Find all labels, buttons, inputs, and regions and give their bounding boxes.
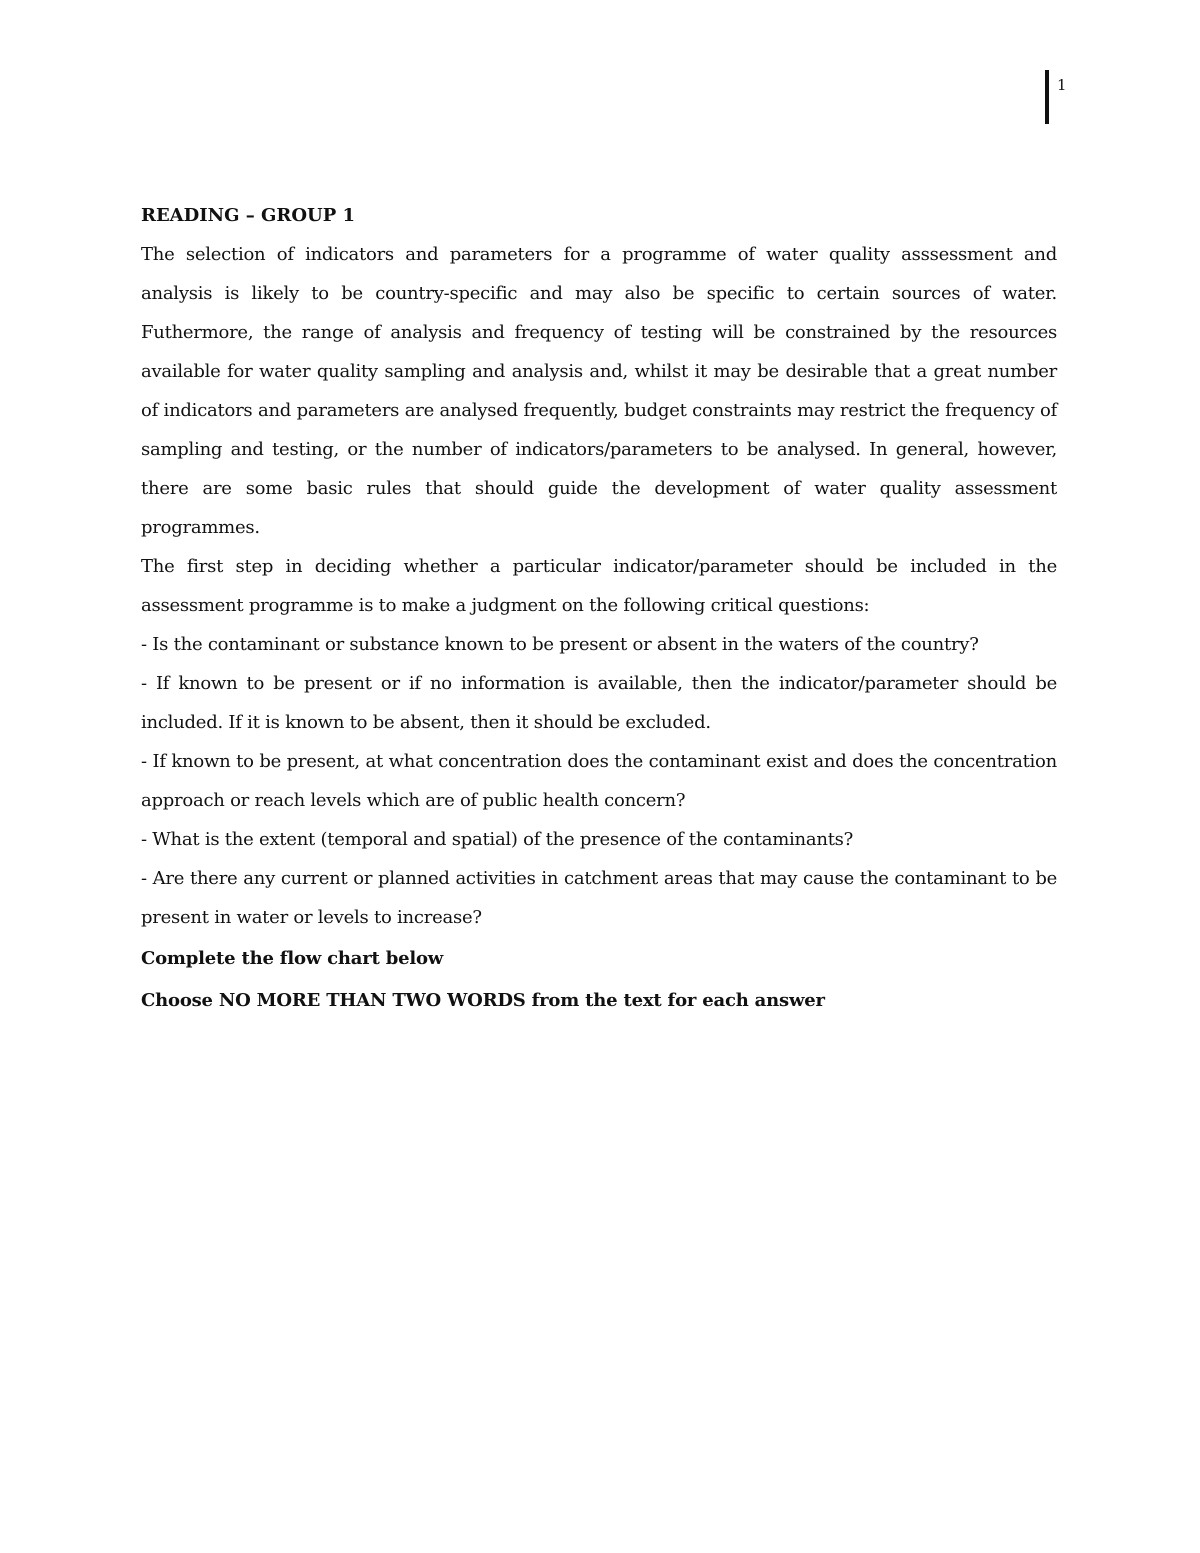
question-item-2: - If known to be present or if no information is available, then the indicator/parameter should be included. If it is known to be absent, then it should be excluded. (141, 673, 1057, 733)
question-item-1: - Is the contaminant or substance known to be present or absent in the waters of the country? (141, 634, 979, 655)
paragraph-first-step: The first step in deciding whether a particular indicator/parameter should be included in the assessment programme is to make a judgment on the following critical questions: (141, 556, 1057, 616)
question-item-3: - If known to be present, at what concentration does the contaminant exist and does the concentration approach or reach levels which are of public health concern? (141, 751, 1057, 811)
header-rule (1045, 70, 1049, 124)
question-item-5: - Are there any current or planned activities in catchment areas that may cause the contaminant to be present in water or levels to increase? (141, 868, 1057, 928)
page-number: 1 (1057, 76, 1067, 94)
document-body (141, 196, 1057, 1022)
instruction-word-limit: Choose NO MORE THAN TWO WORDS from the text for each answer (141, 990, 825, 1011)
instruction-complete-flow-chart: Complete the flow chart below (141, 948, 444, 969)
paragraph-intro: The selection of indicators and parameters for a programme of water quality asssessment and analysis is likely to be country-specific and may also be specific to certain sources of water. Futhermore, the range of analysis and frequency of testing will be constrained by the resources available for water quality sampling and analysis and, whilst it may be desirable that a great number of indicators and parameters are analysed frequently, budget constraints may restrict the frequency of sampling and testing, or the number of indicators/parameters to be analysed. In general, however, there are some basic rules that should guide the development of water quality assessment programmes. (141, 244, 1057, 538)
reading-heading: READING – GROUP 1 (141, 205, 356, 226)
question-item-4: - What is the extent (temporal and spatial) of the presence of the contaminants? (141, 829, 854, 850)
